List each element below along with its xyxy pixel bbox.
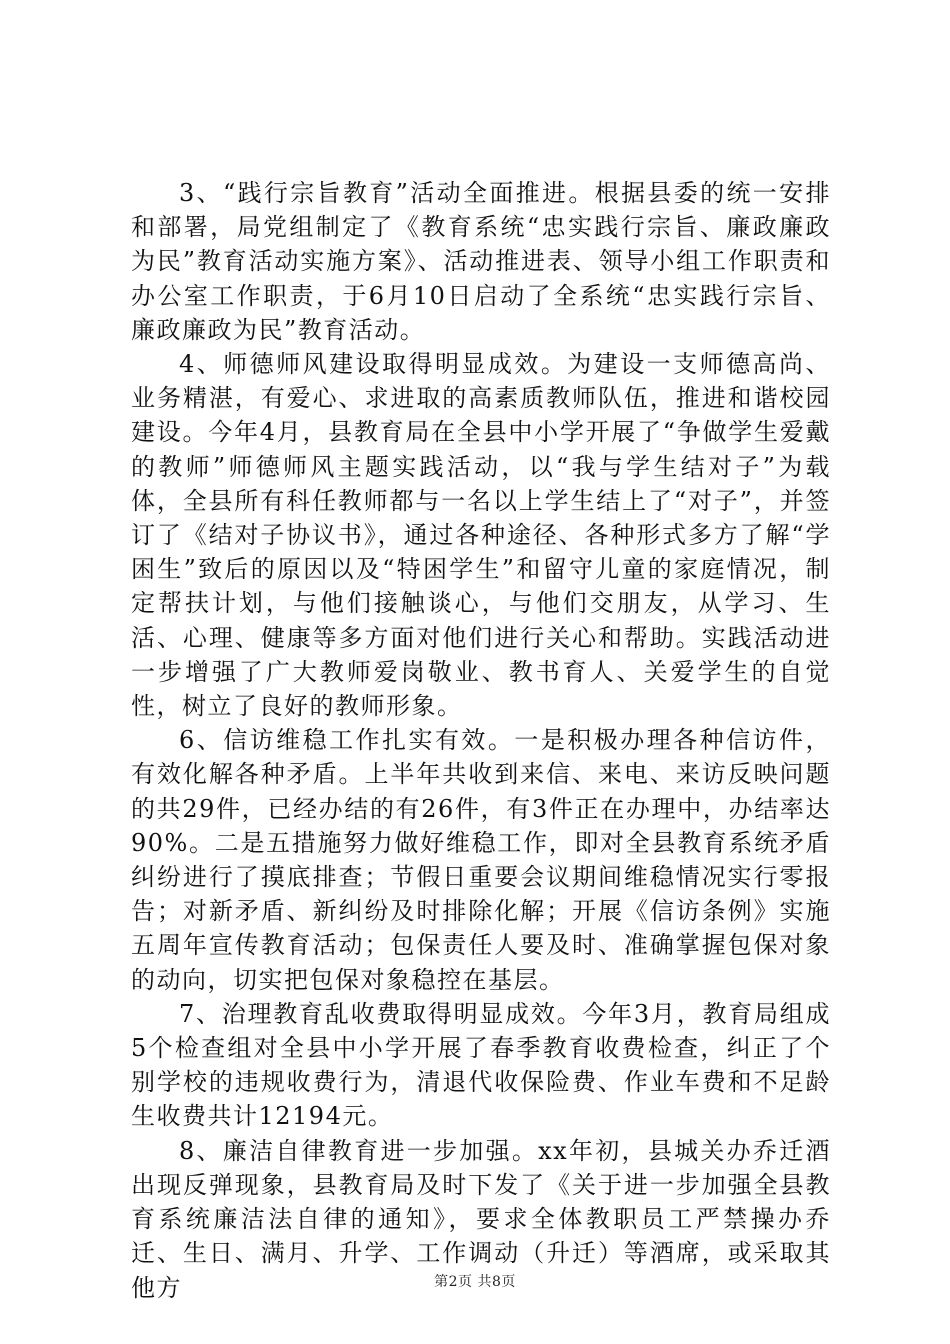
page-footer xyxy=(0,1271,950,1291)
paragraph-item-4: 4、师德师风建设取得明显成效。为建设一支师德高尚、业务精湛，有爱心、求进取的高素质教师队伍，推进和谐校园建设。今年4月，县教育局在全县中小学开展了“争做学生爱戴的教师”师德师风主题实践活动，以“我与学生结对子”为载体，全县所有科任教师都与一名以上学生结上了“对子”，并签订了《结对子协议书》，通过各种途径、各种形式多方了解“学困生”致后的原因以及“特困学生”和留守儿童的家庭情况，制定帮扶计划，与他们接触谈心，与他们交朋友，从学习、生活、心理、健康等多方面对他们进行关心和帮助。实践活动进一步增强了广大教师爱岗敬业、教书育人、关爱学生的自觉性，树立了良好的教师形象。 xyxy=(131,350,831,721)
page-number-label: 第2页 共8页 xyxy=(434,1274,516,1290)
paragraph-item-3: 3、“践行宗旨教育”活动全面推进。根据县委的统一安排和部署，局党组制定了《教育系统“忠实践行宗旨、廉政廉政为民”教育活动实施方案》、活动推进表、领导小组工作职责和办公室工作职责，于6月10日启动了全系统“忠实践行宗旨、廉政廉政为民”教育活动。 xyxy=(131,179,831,344)
paragraph-item-7: 7、治理教育乱收费取得明显成效。今年3月，教育局组成5个检查组对全县中小学开展了春季教育收费检查，纠正了个别学校的违规收费行为，清退代收保险费、作业车费和不足龄生收费共计12194元。 xyxy=(131,999,831,1131)
paragraph-item-8: 8、廉洁自律教育进一步加强。xx年初，县城关办乔迁酒出现反弹现象，县教育局及时下发了《关于进一步加强全县教育系统廉洁法自律的通知》，要求全体教职员工严禁操办乔迁、生日、满月、升学、工作调动（升迁）等酒席，或采取其他方 xyxy=(131,1136,831,1302)
paragraph-item-6: 6、信访维稳工作扎实有效。一是积极办理各种信访件，有效化解各种矛盾。上半年共收到来信、来电、来访反映问题的共29件，已经办结的有26件，有3件正在办理中，办结率达90%。二是五措施努力做好维稳工作，即对全县教育系统矛盾纠纷进行了摸底排查；节假日重要会议期间维稳情况实行零报告；对新矛盾、新纠纷及时排除化解；开展《信访条例》实施五周年宣传教育活动；包保责任人要及时、准确掌握包保对象的动向，切实把包保对象稳控在基层。 xyxy=(131,726,831,994)
document-body xyxy=(131,176,831,1305)
